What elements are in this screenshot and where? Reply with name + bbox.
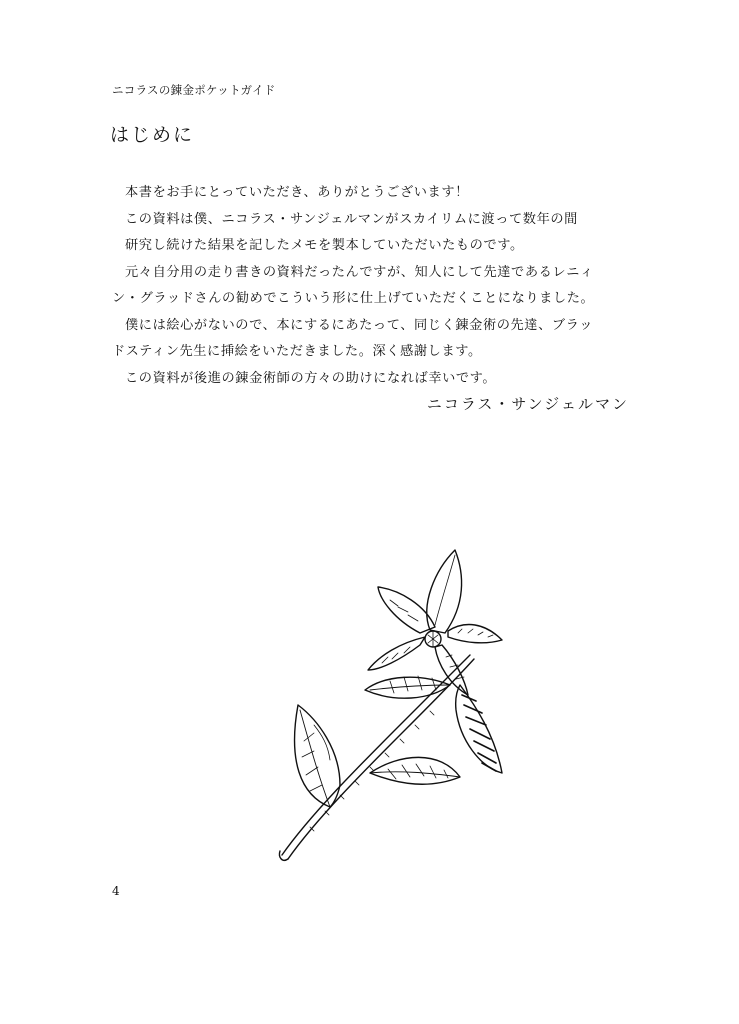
body-line: 本書をお手にとっていただき、ありがとうございます！: [125, 185, 469, 200]
page-number: 4: [112, 884, 120, 898]
flower-sketch-icon: [270, 545, 515, 865]
body-line: ドスティン先生に挿絵をいただきました。深く感謝します。: [112, 344, 482, 359]
body-line: 研究し続けた結果を記したメモを製本していただいたものです。: [125, 238, 524, 253]
body-line: 僕には絵心がないので、本にするにあたって、同じく錬金術の先達、ブラッ: [125, 317, 593, 333]
body-line: 元々自分用の走り書きの資料だったんですが、知人にして先達であるレニィ: [125, 264, 594, 280]
preface-body: [112, 180, 632, 392]
body-line: この資料は僕、ニコラス・サンジェルマンがスカイリムに渡って数年の間: [125, 211, 578, 227]
body-line: この資料が後進の錬金術師の方々の助けになれば幸いです。: [125, 370, 497, 386]
section-title: はじめに: [110, 124, 195, 146]
running-header: ニコラスの錬金ポケットガイド: [112, 83, 276, 97]
author-signature: ニコラス・サンジェルマン: [426, 395, 629, 413]
body-line: ン・グラッドさんの勧めでこういう形に仕上げていただくことになりました。: [112, 291, 595, 306]
